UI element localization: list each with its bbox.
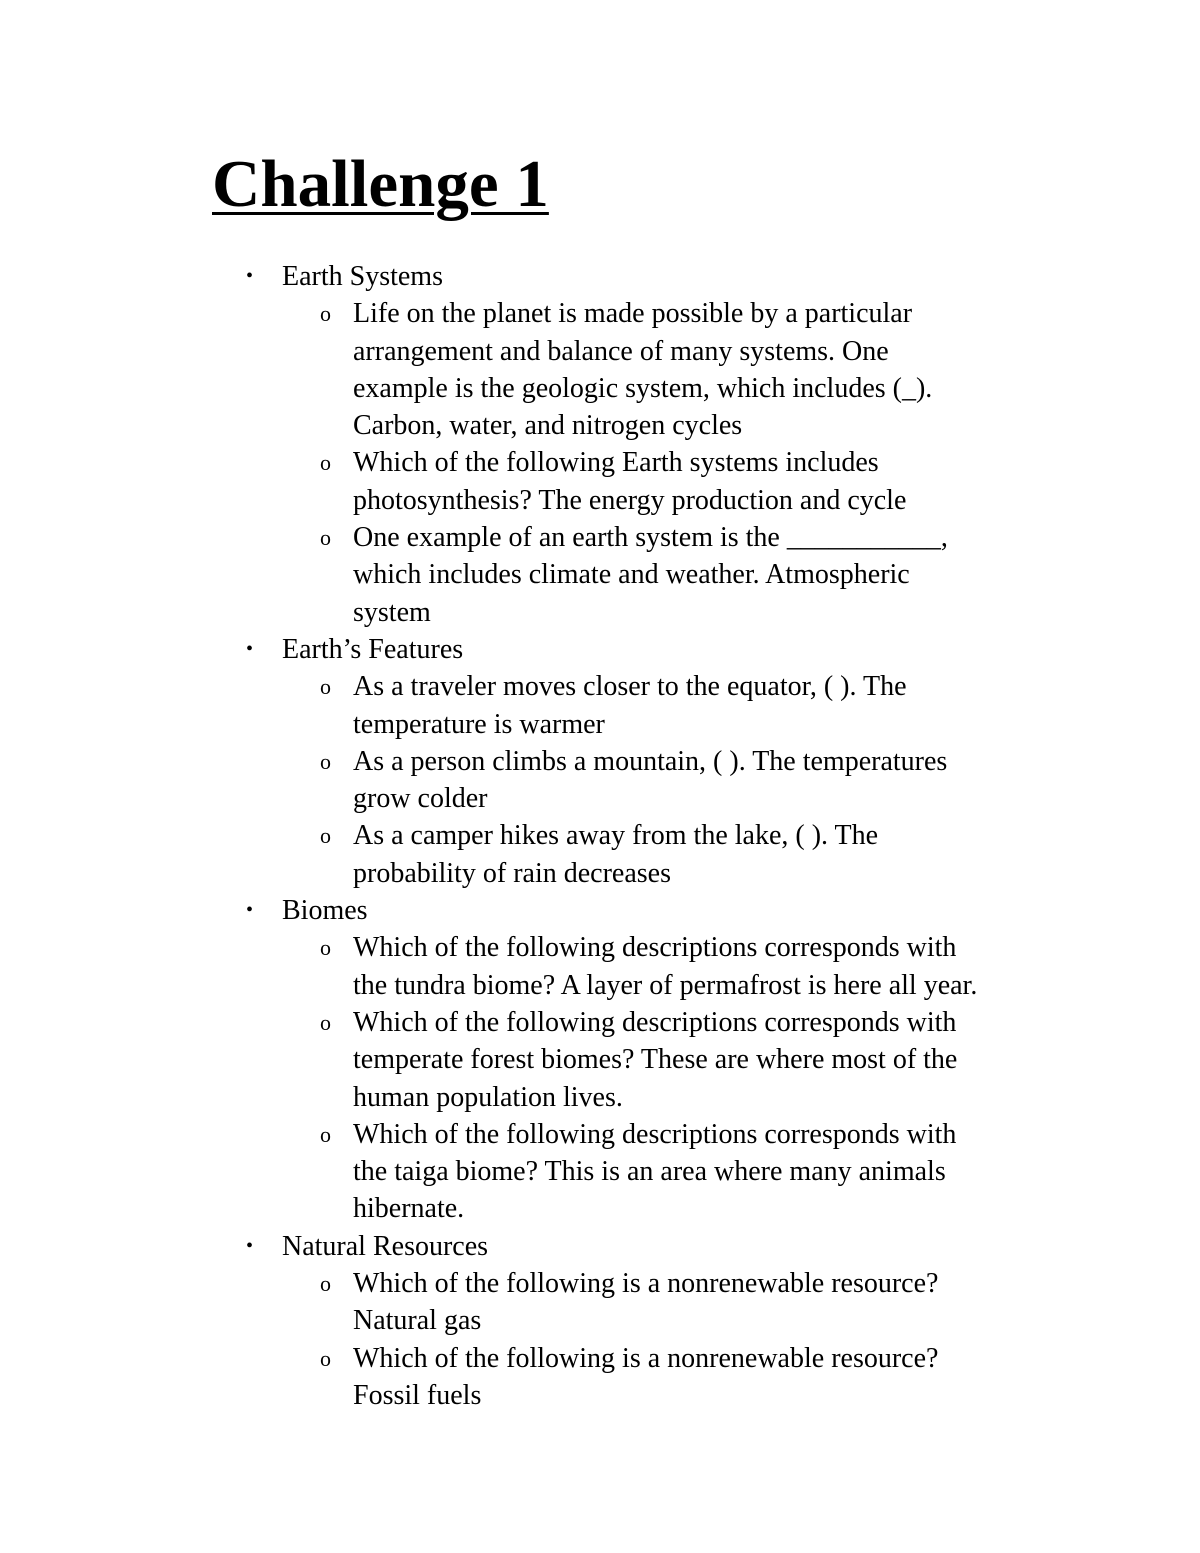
sub-bullet-icon: o	[320, 450, 331, 476]
list-item	[246, 1340, 1053, 1415]
list-item-line: example is the geologic system, which includes (_).	[353, 372, 933, 404]
bullet-icon: •	[246, 899, 254, 922]
section-earth-systems	[246, 258, 1076, 631]
list-item-line: which includes climate and weather. Atmospheric	[353, 559, 910, 591]
list-item	[246, 519, 1053, 631]
list-item	[246, 1004, 1053, 1116]
list-item-line: Which of the following is a nonrenewable resource?	[353, 1342, 939, 1374]
list-item-line: One example of an earth system is the ___________,	[353, 522, 948, 554]
sub-bullet-icon: o	[320, 935, 331, 961]
section-heading	[246, 892, 1076, 929]
list-item-line: As a camper hikes away from the lake, ( ). The	[353, 820, 879, 852]
sub-bullet-icon: o	[320, 823, 331, 849]
list-item	[246, 817, 1053, 892]
sub-bullet-icon: o	[320, 301, 331, 327]
section-natural-resources	[246, 1228, 1076, 1414]
list-item-line: Carbon, water, and nitrogen cycles	[353, 410, 743, 442]
list-item-line: Which of the following descriptions corresponds with	[353, 1118, 957, 1150]
bullet-icon: •	[246, 1234, 254, 1257]
section-earths-features	[246, 631, 1076, 892]
list-item-line: As a person climbs a mountain, ( ). The temperatures	[353, 745, 948, 777]
list-item	[246, 668, 1053, 743]
page-title: Challenge 1	[212, 147, 549, 221]
list-item-line: photosynthesis? The energy production and cycle	[353, 484, 907, 516]
sub-bullet-icon: o	[320, 1271, 331, 1297]
section-heading	[246, 631, 1076, 668]
list-item-line: temperature is warmer	[353, 708, 605, 740]
section-heading-text: Natural Resources	[282, 1230, 489, 1262]
section-heading	[246, 258, 1076, 295]
sub-bullet-icon: o	[320, 1345, 331, 1371]
sub-bullet-icon: o	[320, 748, 331, 774]
list-item-line: hibernate.	[353, 1193, 465, 1225]
list-item-line: Fossil fuels	[353, 1379, 482, 1411]
list-item-line: Which of the following descriptions corresponds with	[353, 1006, 957, 1038]
section-heading-text: Biomes	[282, 895, 368, 927]
list-item-line: temperate forest biomes? These are where most of the	[353, 1044, 958, 1076]
list-item	[246, 295, 1053, 444]
list-item-line: As a traveler moves closer to the equator, ( ). The	[353, 671, 907, 703]
list-item	[246, 929, 1053, 1004]
list-item-line: the taiga biome? This is an area where many animals	[353, 1156, 946, 1188]
list-item	[246, 444, 1053, 519]
section-heading	[246, 1228, 1076, 1265]
bullet-icon: •	[246, 637, 254, 660]
list-item-line: Which of the following Earth systems includes	[353, 447, 879, 479]
list-item-line: system	[353, 596, 431, 628]
outline-list	[246, 258, 1076, 1414]
list-item-line: Which of the following descriptions corresponds with	[353, 932, 957, 964]
list-item-line: the tundra biome? A layer of permafrost is here all year.	[353, 969, 978, 1001]
section-heading-text: Earth Systems	[282, 261, 443, 292]
list-item-line: arrangement and balance of many systems. One	[353, 335, 889, 367]
section-heading-text: Earth’s Features	[282, 633, 464, 665]
sub-bullet-icon: o	[320, 525, 331, 551]
list-item	[246, 1265, 1053, 1340]
list-item	[246, 1116, 1053, 1228]
sub-bullet-icon: o	[320, 674, 331, 700]
list-item-line: Natural gas	[353, 1305, 482, 1337]
sub-bullet-icon: o	[320, 1009, 331, 1035]
list-item-line: grow colder	[353, 783, 488, 815]
section-biomes	[246, 892, 1076, 1228]
list-item-line: probability of rain decreases	[353, 857, 671, 889]
list-item-line: Life on the planet is made possible by a particular	[353, 298, 913, 330]
sub-bullet-icon: o	[320, 1121, 331, 1147]
list-item-line: human population lives.	[353, 1081, 623, 1113]
list-item-line: Which of the following is a nonrenewable resource?	[353, 1268, 939, 1300]
list-item	[246, 743, 1053, 818]
bullet-icon: •	[246, 265, 254, 287]
